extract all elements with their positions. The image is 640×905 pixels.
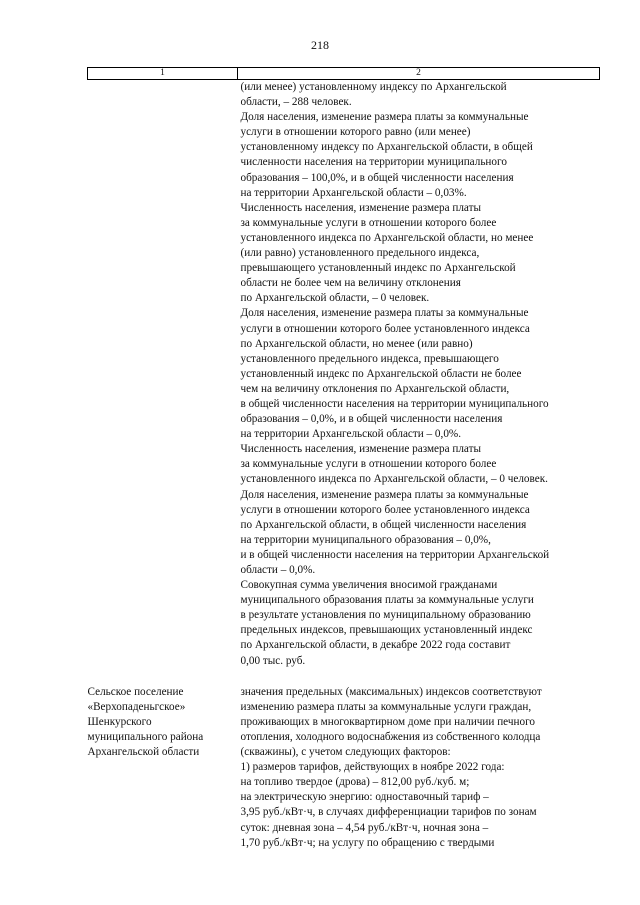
text-line: услуги в отношении которого более установленного индекса: [240, 503, 530, 516]
text-line: области, – 288 человек.: [240, 96, 352, 109]
text-line: услуги в отношении которого более установленного индекса: [240, 322, 530, 335]
text-line: 1) размеров тарифов, действующих в ноябре 2022 года:: [240, 761, 505, 774]
text-line: (или равно) установленного предельного индекса,: [240, 247, 480, 260]
text-line: установленного индекса по Архангельской области, но менее: [240, 231, 534, 244]
table-row: [88, 685, 600, 851]
table-header-row: [88, 68, 600, 80]
row2-col1-cell: [88, 685, 238, 851]
text-line: на электрическую энергию: одноставочный тариф –: [240, 791, 489, 804]
text-line: Доля населения, изменение размера платы за коммунальные: [240, 111, 529, 124]
text-line: за коммунальные услуги в отношении которого более: [240, 458, 497, 471]
text-line: Численность населения, изменение размера платы: [240, 443, 482, 456]
document-table: [87, 67, 600, 851]
text-line: по Архангельской области, в декабре 2022 года составит: [240, 639, 511, 652]
text-line: отопления, холодного водоснабжения из собственного колодца: [240, 730, 541, 743]
text-line: Доля населения, изменение размера платы за коммунальные: [240, 488, 529, 501]
text-line: Численность населения, изменение размера платы: [240, 201, 482, 214]
text-line: 0,00 тыс. руб.: [240, 654, 306, 667]
municipality-name-line: Шенкурского: [87, 715, 152, 728]
text-line: Доля населения, изменение размера платы за коммунальные: [240, 307, 529, 320]
text-line: по Архангельской области, – 0 человек.: [240, 292, 430, 305]
text-line: изменению размера платы за коммунальные услуги граждан,: [240, 700, 532, 713]
text-line: чем на величину отклонения по Архангельской области,: [240, 382, 510, 395]
text-line: в общей численности населения на территории муниципального: [240, 397, 549, 410]
text-line: муниципального образования платы за коммунальные услуги: [240, 594, 534, 607]
text-line: (скважины), с учетом следующих факторов:: [240, 746, 451, 759]
text-line: образования – 0,0%, и в общей численности населения: [240, 413, 503, 426]
text-line: на территории Архангельской области – 0,0%.: [240, 428, 462, 441]
text-line: в результате установления по муниципальному образованию: [240, 609, 531, 622]
row2-col2-cell: [238, 685, 600, 851]
text-line: Совокупная сумма увеличения вносимой гражданами: [240, 579, 498, 592]
text-line: на территории муниципального образования – 0,0%,: [240, 533, 491, 546]
text-line: установленного индекса по Архангельской области, – 0 человек.: [240, 473, 548, 486]
municipality-name-line: «Верхопаденьгское»: [87, 700, 186, 713]
text-line: по Архангельской области, но менее (или равно): [240, 337, 473, 350]
text-line: проживающих в многоквартирном доме при наличии печного: [240, 715, 535, 728]
municipality-name-line: Архангельской области: [87, 746, 200, 759]
municipality-name-line: муниципального района: [87, 730, 204, 743]
row-spacer: [88, 669, 600, 685]
column-header-1: 1: [88, 68, 238, 80]
page-number: 218: [311, 38, 329, 52]
text-line: и в общей численности населения на территории Архангельской: [240, 548, 550, 561]
text-line: области – 0,0%.: [240, 564, 316, 576]
text-line: за коммунальные услуги в отношении которого более: [240, 216, 497, 229]
text-line: 1,70 руб./кВт·ч; на услугу по обращению с твердыми: [240, 836, 495, 849]
text-line: образования – 100,0%, и в общей численности населения: [240, 171, 514, 184]
text-line: области не более чем на величину отклонения: [240, 277, 461, 290]
text-line: численности населения на территории муниципального: [240, 156, 507, 169]
text-line: установленный индекс по Архангельской области не более: [240, 367, 522, 380]
text-line: по Архангельской области, в общей численности населения: [240, 518, 527, 531]
text-line: услуги в отношении которого равно (или менее): [240, 126, 471, 139]
row1-col1-cell: [88, 80, 238, 669]
text-line: 3,95 руб./кВт·ч, в случаях дифференциации тарифов по зонам: [240, 806, 537, 819]
row1-col2-cell: [238, 80, 600, 669]
column-header-2: 2: [238, 68, 600, 80]
text-line: суток: дневная зона – 4,54 руб./кВт·ч, ночная зона –: [240, 821, 489, 834]
text-line: на топливо твердое (дрова) – 812,00 руб./куб. м;: [240, 776, 470, 789]
text-line: превышающего установленный индекс по Архангельской: [240, 262, 516, 275]
text-line: предельных индексов, превышающих установленный индекс: [240, 624, 533, 637]
table-row: [88, 80, 600, 669]
text-line: значения предельных (максимальных) индексов соответствуют: [240, 685, 542, 698]
text-line: установленному индексу по Архангельской области, в общей: [240, 141, 533, 154]
text-line: на территории Архангельской области – 0,03%.: [240, 186, 467, 199]
municipality-name-line: Сельское поселение: [87, 685, 184, 698]
text-line: (или менее) установленному индексу по Архангельской: [240, 81, 507, 93]
text-line: установленного предельного индекса, превышающего: [240, 352, 499, 365]
